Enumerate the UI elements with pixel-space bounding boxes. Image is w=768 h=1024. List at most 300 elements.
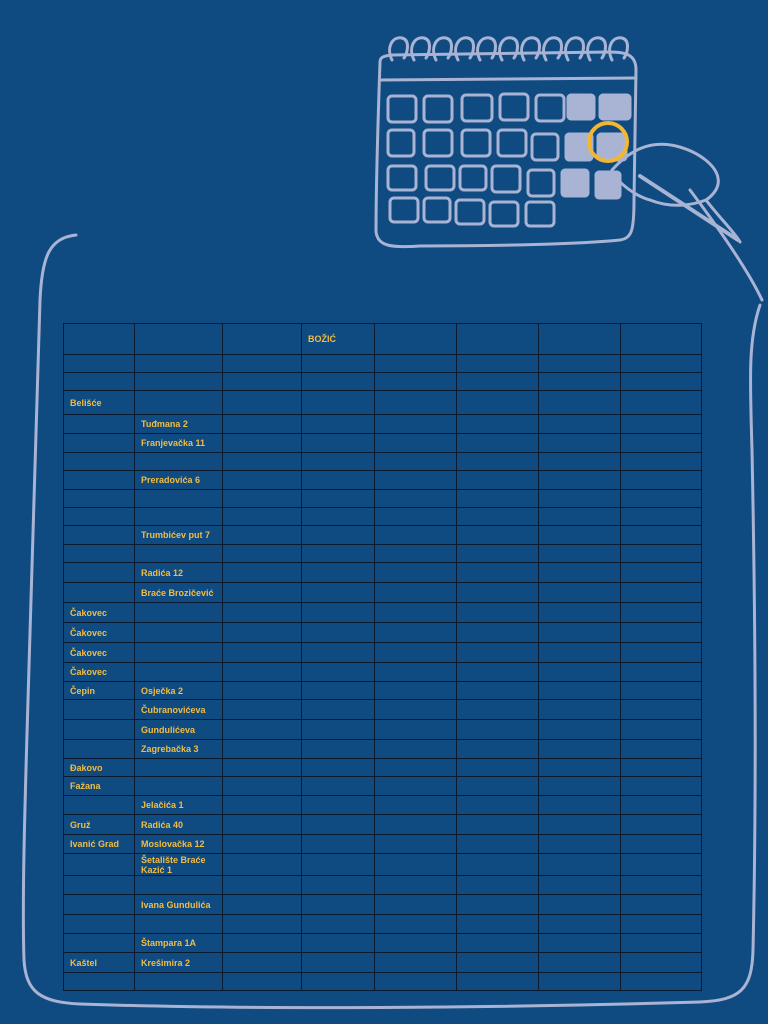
address-cell	[135, 915, 223, 934]
table-row	[64, 471, 702, 490]
table-row	[64, 740, 702, 759]
table-cell	[375, 796, 457, 815]
table-cell	[375, 915, 457, 934]
table-cell	[457, 796, 539, 815]
city-cell: Čepin	[64, 682, 135, 700]
table-cell	[457, 545, 539, 563]
table-cell	[302, 490, 375, 508]
table-cell	[375, 391, 457, 415]
city-cell	[64, 490, 135, 508]
table-cell	[375, 583, 457, 603]
table-row	[64, 373, 702, 391]
header-cell	[539, 324, 621, 355]
table-cell	[621, 583, 702, 603]
city-cell	[64, 526, 135, 545]
table-cell	[375, 545, 457, 563]
table-cell	[375, 453, 457, 471]
city-cell	[64, 700, 135, 720]
table-cell	[302, 835, 375, 854]
table-cell	[539, 759, 621, 777]
table-row	[64, 508, 702, 526]
table-cell	[302, 603, 375, 623]
table-cell	[621, 876, 702, 895]
address-cell	[135, 508, 223, 526]
table-cell	[223, 563, 302, 583]
address-cell: Tuđmana 2	[135, 415, 223, 434]
table-cell	[302, 854, 375, 876]
table-row	[64, 700, 702, 720]
city-cell	[64, 415, 135, 434]
header-cell	[223, 324, 302, 355]
table-cell	[539, 700, 621, 720]
table-cell	[539, 623, 621, 643]
table-cell	[375, 876, 457, 895]
table-cell	[302, 700, 375, 720]
table-cell	[223, 415, 302, 434]
address-cell	[135, 453, 223, 471]
city-cell	[64, 583, 135, 603]
address-cell	[135, 623, 223, 643]
table-cell	[621, 700, 702, 720]
address-cell: Šetalište Braće Kazić 1	[135, 854, 223, 876]
header-cell	[375, 324, 457, 355]
table-cell	[621, 720, 702, 740]
address-cell: Štampara 1A	[135, 934, 223, 953]
table-cell	[302, 759, 375, 777]
city-cell: Čakovec	[64, 663, 135, 682]
table-cell	[457, 603, 539, 623]
table-cell	[375, 835, 457, 854]
table-cell	[223, 934, 302, 953]
city-cell	[64, 434, 135, 453]
city-cell	[64, 876, 135, 895]
table-cell	[457, 434, 539, 453]
address-cell	[135, 663, 223, 682]
table-cell	[539, 740, 621, 759]
table-cell	[621, 526, 702, 545]
table-cell	[302, 720, 375, 740]
table-row	[64, 643, 702, 663]
table-cell	[375, 777, 457, 796]
address-cell: Gundulićeva	[135, 720, 223, 740]
table-cell	[457, 415, 539, 434]
table-cell	[457, 391, 539, 415]
table-cell	[457, 508, 539, 526]
city-cell	[64, 915, 135, 934]
table-cell	[457, 453, 539, 471]
table-row	[64, 545, 702, 563]
table-cell	[621, 796, 702, 815]
table-row	[64, 876, 702, 895]
table-cell	[539, 563, 621, 583]
table-cell	[621, 391, 702, 415]
table-cell	[457, 700, 539, 720]
table-cell	[457, 854, 539, 876]
header-cell	[135, 324, 223, 355]
table-cell	[223, 953, 302, 973]
table-cell	[457, 835, 539, 854]
table-cell	[457, 720, 539, 740]
table-cell	[223, 895, 302, 915]
table-cell	[539, 526, 621, 545]
table-cell	[621, 643, 702, 663]
table-cell	[223, 643, 302, 663]
table-row	[64, 583, 702, 603]
table-cell	[302, 623, 375, 643]
table-cell	[621, 471, 702, 490]
table-row	[64, 720, 702, 740]
table-cell	[457, 373, 539, 391]
table-row	[64, 415, 702, 434]
city-cell: Ivanić Grad	[64, 835, 135, 854]
table-cell	[375, 471, 457, 490]
table-cell	[375, 434, 457, 453]
header-cell	[64, 324, 135, 355]
table-cell	[539, 796, 621, 815]
table-cell	[375, 355, 457, 373]
table-cell	[375, 373, 457, 391]
table-cell	[539, 415, 621, 434]
table-row	[64, 355, 702, 373]
city-cell	[64, 373, 135, 391]
table-cell	[223, 973, 302, 991]
address-cell: Jelačića 1	[135, 796, 223, 815]
address-cell	[135, 777, 223, 796]
city-cell	[64, 508, 135, 526]
table-cell	[223, 355, 302, 373]
table-cell	[375, 508, 457, 526]
table-cell	[223, 835, 302, 854]
city-cell: Čakovec	[64, 643, 135, 663]
table-cell	[223, 603, 302, 623]
table-cell	[223, 471, 302, 490]
address-cell: Osječka 2	[135, 682, 223, 700]
table-cell	[223, 876, 302, 895]
table-cell	[223, 373, 302, 391]
table-cell	[223, 663, 302, 682]
address-cell	[135, 355, 223, 373]
table-cell	[539, 583, 621, 603]
table-cell	[223, 700, 302, 720]
table-cell	[621, 563, 702, 583]
table-row	[64, 526, 702, 545]
table-cell	[302, 508, 375, 526]
city-cell	[64, 895, 135, 915]
table-cell	[223, 740, 302, 759]
address-cell: Franjevačka 11	[135, 434, 223, 453]
address-cell: Krešimira 2	[135, 953, 223, 973]
address-cell	[135, 391, 223, 415]
table-cell	[223, 915, 302, 934]
table-cell	[621, 603, 702, 623]
table-cell	[223, 815, 302, 835]
table-cell	[375, 682, 457, 700]
table-cell	[375, 643, 457, 663]
address-cell: Moslovačka 12	[135, 835, 223, 854]
table-cell	[302, 934, 375, 953]
city-cell: Čakovec	[64, 603, 135, 623]
table-row	[64, 835, 702, 854]
table-cell	[539, 355, 621, 373]
address-cell	[135, 603, 223, 623]
table-cell	[223, 759, 302, 777]
address-cell	[135, 490, 223, 508]
table-cell	[375, 526, 457, 545]
table-cell	[223, 508, 302, 526]
table-cell	[539, 835, 621, 854]
table-row	[64, 777, 702, 796]
table-cell	[539, 643, 621, 663]
table-cell	[621, 453, 702, 471]
city-cell	[64, 720, 135, 740]
table-cell	[375, 700, 457, 720]
table-cell	[302, 740, 375, 759]
city-cell: Kaštel	[64, 953, 135, 973]
table-cell	[302, 526, 375, 545]
address-cell: Braće Brozičević	[135, 583, 223, 603]
table-cell	[621, 355, 702, 373]
table-cell	[621, 973, 702, 991]
table-cell	[223, 777, 302, 796]
table-cell	[621, 854, 702, 876]
table-cell	[302, 355, 375, 373]
table-row	[64, 973, 702, 991]
address-cell	[135, 545, 223, 563]
header-cell: BOŽIĆ	[302, 324, 375, 355]
table-cell	[302, 953, 375, 973]
table-cell	[539, 471, 621, 490]
table-cell	[621, 777, 702, 796]
table-cell	[457, 471, 539, 490]
table-cell	[375, 854, 457, 876]
address-cell	[135, 973, 223, 991]
table-cell	[375, 740, 457, 759]
table-cell	[302, 643, 375, 663]
table-cell	[621, 835, 702, 854]
table-cell	[302, 973, 375, 991]
table-row	[64, 490, 702, 508]
city-cell	[64, 355, 135, 373]
table-cell	[302, 434, 375, 453]
table-header-row	[64, 324, 702, 355]
table-row	[64, 663, 702, 682]
table-cell	[457, 915, 539, 934]
table-cell	[539, 603, 621, 623]
table-cell	[621, 623, 702, 643]
address-cell: Čubranovićeva	[135, 700, 223, 720]
table-cell	[375, 953, 457, 973]
city-cell	[64, 934, 135, 953]
table-cell	[302, 815, 375, 835]
table-cell	[539, 453, 621, 471]
table-cell	[457, 934, 539, 953]
table-cell	[375, 603, 457, 623]
table-cell	[457, 563, 539, 583]
table-row	[64, 915, 702, 934]
table-cell	[375, 973, 457, 991]
table-cell	[223, 391, 302, 415]
hand-icon	[612, 144, 718, 205]
table-cell	[375, 563, 457, 583]
table-cell	[223, 682, 302, 700]
city-cell	[64, 471, 135, 490]
table-cell	[302, 453, 375, 471]
calendar-icon	[376, 38, 636, 247]
address-cell	[135, 643, 223, 663]
address-cell: Zagrebačka 3	[135, 740, 223, 759]
table-row	[64, 815, 702, 835]
table-cell	[302, 563, 375, 583]
table-cell	[539, 934, 621, 953]
table-row	[64, 759, 702, 777]
table-cell	[302, 876, 375, 895]
table-cell	[223, 434, 302, 453]
table-cell	[302, 777, 375, 796]
table-cell	[457, 643, 539, 663]
schedule-table	[63, 323, 702, 991]
table-cell	[375, 934, 457, 953]
table-cell	[223, 545, 302, 563]
table-cell	[539, 391, 621, 415]
city-cell: Fažana	[64, 777, 135, 796]
address-cell	[135, 373, 223, 391]
city-cell	[64, 563, 135, 583]
table-cell	[539, 777, 621, 796]
city-cell	[64, 796, 135, 815]
address-cell: Radića 40	[135, 815, 223, 835]
table-cell	[539, 876, 621, 895]
table-cell	[375, 490, 457, 508]
table-cell	[539, 682, 621, 700]
table-cell	[539, 490, 621, 508]
header-cell	[621, 324, 702, 355]
table-cell	[457, 973, 539, 991]
table-cell	[375, 720, 457, 740]
table-cell	[539, 915, 621, 934]
table-cell	[223, 720, 302, 740]
table-cell	[539, 545, 621, 563]
table-cell	[457, 777, 539, 796]
table-cell	[539, 508, 621, 526]
table-row	[64, 953, 702, 973]
table-cell	[457, 623, 539, 643]
table-cell	[457, 490, 539, 508]
city-cell	[64, 740, 135, 759]
address-cell: Trumbićev put 7	[135, 526, 223, 545]
table-cell	[539, 953, 621, 973]
address-cell	[135, 876, 223, 895]
address-cell: Ivana Gundulića	[135, 895, 223, 915]
table-cell	[302, 545, 375, 563]
table-cell	[621, 682, 702, 700]
table-row	[64, 623, 702, 643]
table-cell	[457, 759, 539, 777]
table-cell	[223, 854, 302, 876]
table-cell	[375, 895, 457, 915]
city-cell: Đakovo	[64, 759, 135, 777]
table-cell	[457, 895, 539, 915]
table-cell	[621, 934, 702, 953]
table-cell	[457, 663, 539, 682]
table-cell	[223, 490, 302, 508]
table-cell	[457, 682, 539, 700]
table-cell	[375, 415, 457, 434]
table-cell	[302, 471, 375, 490]
address-cell: Preradovića 6	[135, 471, 223, 490]
table-cell	[621, 815, 702, 835]
table-cell	[621, 953, 702, 973]
table-cell	[302, 895, 375, 915]
table-cell	[457, 526, 539, 545]
table-cell	[223, 526, 302, 545]
table-cell	[302, 583, 375, 603]
header-cell	[457, 324, 539, 355]
city-cell	[64, 453, 135, 471]
table-row	[64, 453, 702, 471]
table-row	[64, 682, 702, 700]
address-cell	[135, 759, 223, 777]
table-row	[64, 603, 702, 623]
table-row	[64, 934, 702, 953]
table-cell	[621, 915, 702, 934]
table-row	[64, 895, 702, 915]
table-cell	[621, 508, 702, 526]
table-cell	[457, 740, 539, 759]
table-row	[64, 391, 702, 415]
table-cell	[223, 583, 302, 603]
table-cell	[539, 854, 621, 876]
table-cell	[621, 895, 702, 915]
table-cell	[223, 796, 302, 815]
table-cell	[539, 815, 621, 835]
table-cell	[621, 434, 702, 453]
table-cell	[539, 373, 621, 391]
table-cell	[375, 623, 457, 643]
table-cell	[375, 759, 457, 777]
table-cell	[375, 663, 457, 682]
table-row	[64, 854, 702, 876]
table-cell	[457, 953, 539, 973]
table-cell	[539, 895, 621, 915]
city-cell: Belišće	[64, 391, 135, 415]
table-cell	[539, 720, 621, 740]
table-cell	[302, 373, 375, 391]
table-cell	[302, 663, 375, 682]
table-cell	[223, 623, 302, 643]
city-cell	[64, 854, 135, 876]
table-cell	[457, 583, 539, 603]
table-cell	[457, 815, 539, 835]
table-row	[64, 434, 702, 453]
table-cell	[302, 682, 375, 700]
table-cell	[302, 391, 375, 415]
city-cell	[64, 973, 135, 991]
table-row	[64, 563, 702, 583]
table-cell	[539, 663, 621, 682]
table-cell	[621, 663, 702, 682]
table-cell	[223, 453, 302, 471]
table-cell	[539, 434, 621, 453]
table-cell	[302, 915, 375, 934]
table-cell	[457, 876, 539, 895]
table-cell	[621, 415, 702, 434]
table-row	[64, 796, 702, 815]
table-cell	[621, 490, 702, 508]
city-cell: Čakovec	[64, 623, 135, 643]
city-cell: Gruž	[64, 815, 135, 835]
table-cell	[621, 545, 702, 563]
address-cell: Radića 12	[135, 563, 223, 583]
